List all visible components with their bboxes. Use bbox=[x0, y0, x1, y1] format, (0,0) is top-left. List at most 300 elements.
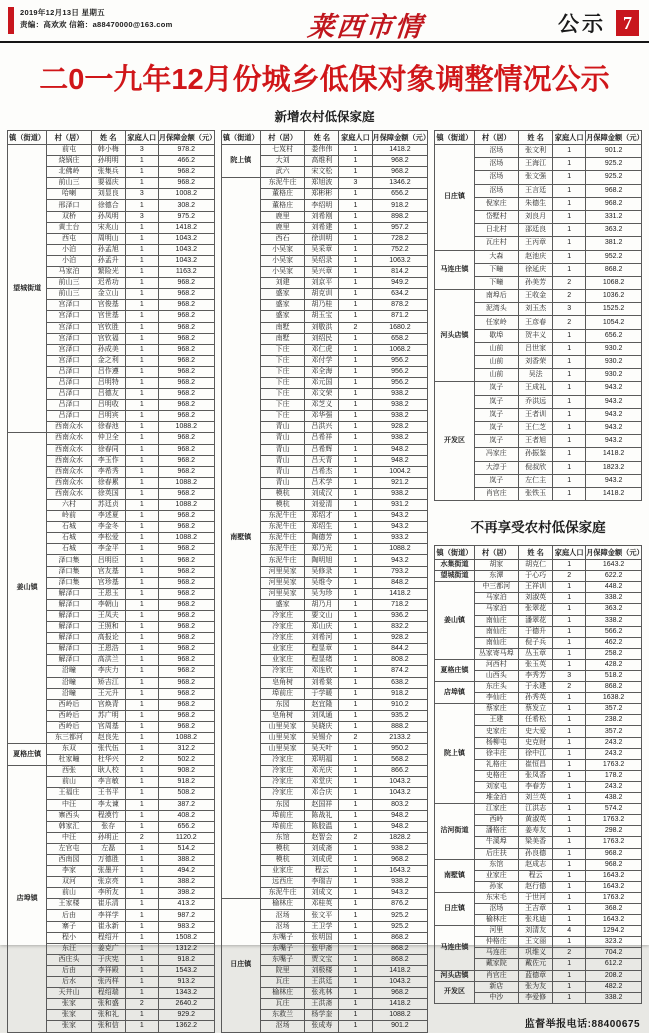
column-header: 村（居） bbox=[47, 131, 91, 145]
village-cell: 宫泽口 bbox=[47, 344, 91, 355]
town-cell: 水集街道 bbox=[435, 560, 474, 571]
amount-cell: 949.2 bbox=[372, 278, 428, 289]
village-cell: 王福庄 bbox=[47, 788, 91, 799]
name-cell: 李金冬 bbox=[91, 522, 125, 533]
amount-cell: 1088.2 bbox=[372, 1010, 428, 1021]
name-cell: 张京亮 bbox=[91, 877, 125, 888]
amount-cell: 622.2 bbox=[586, 571, 642, 582]
amount-cell: 568.2 bbox=[372, 755, 428, 766]
village-cell: 东园 bbox=[260, 699, 304, 710]
name-cell: 蓝德章 bbox=[519, 970, 553, 981]
amount-cell: 808.2 bbox=[372, 655, 428, 666]
pop-cell: 1 bbox=[125, 943, 158, 954]
amount-cell: 968.2 bbox=[158, 710, 214, 721]
pop-cell: 1 bbox=[125, 866, 158, 877]
town-cell: 店埠镇 bbox=[8, 766, 47, 1032]
name-cell: 程漠竹 bbox=[91, 810, 125, 821]
amount-cell: 968.2 bbox=[158, 488, 214, 499]
village-cell: 寨西头 bbox=[47, 810, 91, 821]
pop-cell: 1 bbox=[339, 866, 372, 877]
name-cell: 李祥殿 bbox=[91, 965, 125, 976]
pop-cell: 2 bbox=[553, 571, 586, 582]
amount-cell: 876.2 bbox=[372, 899, 428, 910]
name-cell: 刘爱清 bbox=[305, 500, 339, 511]
amount-cell: 178.2 bbox=[586, 770, 642, 781]
pop-cell: 1 bbox=[553, 395, 586, 408]
amount-cell: 968.2 bbox=[158, 377, 214, 388]
village-cell: 皂角树 bbox=[260, 710, 304, 721]
village-cell: 宫泽口 bbox=[47, 322, 91, 333]
table-header-row bbox=[435, 546, 642, 560]
pop-cell: 1 bbox=[125, 444, 158, 455]
pop-cell: 1 bbox=[125, 1010, 158, 1021]
pop-cell: 1 bbox=[125, 888, 158, 899]
village-cell: 南墅 bbox=[260, 322, 304, 333]
name-cell: 繁险光 bbox=[91, 267, 125, 278]
amount-cell: 312.2 bbox=[158, 744, 214, 755]
pop-cell: 1 bbox=[339, 932, 372, 943]
amount-cell: 918.2 bbox=[372, 200, 428, 211]
village-cell: 董格庄 bbox=[260, 200, 304, 211]
pop-cell: 1 bbox=[339, 366, 372, 377]
amount-cell: 943.2 bbox=[586, 382, 642, 395]
amount-cell: 1088.2 bbox=[158, 732, 214, 743]
date-line: 2019年12月13日 星期五 bbox=[20, 8, 105, 17]
pop-cell: 1 bbox=[125, 721, 158, 732]
pop-cell: 1 bbox=[125, 688, 158, 699]
village-cell: 岭前 bbox=[47, 511, 91, 522]
name-cell: 吕洪兴 bbox=[305, 422, 339, 433]
town-cell: 日庄镇 bbox=[435, 145, 474, 251]
name-cell: 李松爱 bbox=[91, 533, 125, 544]
pop-cell: 1 bbox=[339, 211, 372, 222]
village-cell: 冷家庄 bbox=[260, 666, 304, 677]
name-cell: 李爱修 bbox=[519, 992, 553, 1003]
table-row bbox=[8, 744, 215, 755]
name-cell: 于学暖 bbox=[305, 688, 339, 699]
name-cell: 吕明收 bbox=[91, 400, 125, 411]
village-cell: 大刘 bbox=[260, 156, 304, 167]
amount-cell: 518.2 bbox=[586, 671, 642, 682]
village-cell: 山里吴家 bbox=[260, 732, 304, 743]
village-cell: 七岌村 bbox=[260, 145, 304, 156]
pop-cell: 1 bbox=[125, 644, 158, 655]
name-cell: 吴法 bbox=[519, 369, 553, 382]
name-cell: 倪叔欣 bbox=[519, 461, 553, 474]
name-cell: 邵廷良 bbox=[519, 224, 553, 237]
village-cell: 岚子 bbox=[474, 421, 518, 434]
name-cell: 张铁玉 bbox=[519, 487, 553, 500]
amount-cell: 1004.2 bbox=[372, 466, 428, 477]
pop-cell: 1 bbox=[125, 389, 158, 400]
amount-cell: 968.2 bbox=[158, 455, 214, 466]
amount-cell: 2133.2 bbox=[372, 732, 428, 743]
pop-cell: 1 bbox=[339, 233, 372, 244]
name-cell: 郑绍生 bbox=[305, 522, 339, 533]
amount-cell: 848.2 bbox=[372, 577, 428, 588]
amount-cell: 1643.2 bbox=[586, 560, 642, 571]
village-cell: 宫泽口 bbox=[47, 300, 91, 311]
amount-cell: 910.2 bbox=[372, 699, 428, 710]
column-header: 月保障金额（元） bbox=[586, 131, 642, 145]
amount-cell: 638.2 bbox=[372, 677, 428, 688]
name-cell: 耿人校 bbox=[91, 766, 125, 777]
village-cell: 日北村 bbox=[474, 224, 518, 237]
pop-cell: 1 bbox=[339, 500, 372, 511]
amount-cell: 1036.2 bbox=[586, 290, 642, 303]
new-rural-table-3 bbox=[434, 130, 642, 501]
amount-cell: 1418.2 bbox=[586, 487, 642, 500]
village-cell: 岚子 bbox=[474, 382, 518, 395]
village-cell: 下庄 bbox=[260, 344, 304, 355]
town-cell: 日庄镇 bbox=[221, 899, 260, 1032]
amount-cell: 1418.2 bbox=[372, 145, 428, 156]
village-cell: 大淳于 bbox=[474, 461, 518, 474]
name-cell: 赵智会 bbox=[305, 832, 339, 843]
amount-cell: 243.2 bbox=[586, 781, 642, 792]
amount-cell: 956.2 bbox=[372, 355, 428, 366]
name-cell: 邓华强 bbox=[305, 411, 339, 422]
name-cell: 王卫学 bbox=[305, 921, 339, 932]
pop-cell: 3 bbox=[339, 178, 372, 189]
amount-cell: 514.2 bbox=[158, 843, 214, 854]
name-cell: 崔恒昌 bbox=[519, 759, 553, 770]
village-cell: 冷家庄 bbox=[260, 633, 304, 644]
table-row bbox=[8, 433, 215, 444]
village-cell: 马家泊 bbox=[474, 604, 518, 615]
paper-logo: 莱西市情 bbox=[305, 12, 425, 42]
name-cell: 崔永新 bbox=[91, 921, 125, 932]
amount-cell: 363.2 bbox=[586, 224, 642, 237]
name-cell: 张兆迪 bbox=[519, 915, 553, 926]
column-header: 姓 名 bbox=[305, 131, 339, 145]
pop-cell: 1 bbox=[553, 959, 586, 970]
amount-cell: 936.2 bbox=[372, 610, 428, 621]
name-cell: 孙孟旭 bbox=[91, 244, 125, 255]
amount-cell: 943.2 bbox=[372, 888, 428, 899]
pop-cell: 1 bbox=[339, 899, 372, 910]
amount-cell: 704.2 bbox=[586, 948, 642, 959]
amount-cell: 238.2 bbox=[586, 715, 642, 726]
name-cell: 于德升 bbox=[519, 626, 553, 637]
name-cell: 邓合庆 bbox=[305, 788, 339, 799]
village-cell: 冷家庄 bbox=[260, 755, 304, 766]
name-cell: 张存 bbox=[91, 821, 125, 832]
amount-cell: 298.2 bbox=[586, 826, 642, 837]
village-cell: 马家泊 bbox=[47, 267, 91, 278]
name-cell: 李述夏 bbox=[91, 511, 125, 522]
village-cell: 刘家屯 bbox=[474, 781, 518, 792]
village-cell: 解泽口 bbox=[47, 610, 91, 621]
village-cell: 东馆 bbox=[260, 832, 304, 843]
amount-cell: 935.2 bbox=[372, 710, 428, 721]
village-cell: 宫泽口 bbox=[47, 311, 91, 322]
village-cell: 双桥 bbox=[47, 211, 91, 222]
name-cell: 蔡发立 bbox=[519, 704, 553, 715]
table-row bbox=[435, 804, 642, 815]
amount-cell: 943.2 bbox=[586, 421, 642, 434]
name-cell: 郑山庆 bbox=[305, 622, 339, 633]
village-cell: 礼格庄 bbox=[474, 759, 518, 770]
name-cell: 陈战礼 bbox=[305, 810, 339, 821]
village-cell: 解泽口 bbox=[47, 599, 91, 610]
amount-cell: 933.2 bbox=[372, 533, 428, 544]
name-cell: 姜克广 bbox=[91, 943, 125, 954]
amount-cell: 987.2 bbox=[158, 910, 214, 921]
town-cell: 河头店镇 bbox=[435, 970, 474, 981]
page-title: 二0一九年12月份城乡低保对象调整情况公示 bbox=[39, 64, 610, 96]
amount-cell: 1543.2 bbox=[158, 965, 214, 976]
village-cell: 东嘴子 bbox=[260, 954, 304, 965]
pop-cell: 1 bbox=[339, 855, 372, 866]
village-cell: 前屯 bbox=[47, 145, 91, 156]
amount-cell: 938.2 bbox=[372, 488, 428, 499]
name-cell: 吕作遵 bbox=[91, 366, 125, 377]
village-cell: 后由 bbox=[47, 910, 91, 921]
name-cell: 孙凤明 bbox=[91, 211, 125, 222]
table-row bbox=[435, 892, 642, 903]
pop-cell: 1 bbox=[553, 892, 586, 903]
village-cell: 刘建 bbox=[260, 278, 304, 289]
pop-cell: 1 bbox=[125, 178, 158, 189]
village-cell: 董格庄 bbox=[260, 189, 304, 200]
pop-cell: 2 bbox=[339, 322, 372, 333]
village-cell: 西南众水 bbox=[47, 455, 91, 466]
pop-cell: 1 bbox=[125, 965, 158, 976]
village-cell: 东嘴子 bbox=[260, 943, 304, 954]
name-cell: 要文山 bbox=[305, 610, 339, 621]
name-cell: 郑绍才 bbox=[305, 511, 339, 522]
name-cell: 邓全海 bbox=[305, 366, 339, 377]
village-cell: 西南众水 bbox=[47, 477, 91, 488]
village-cell: 河里 bbox=[474, 926, 518, 937]
name-cell: 张文利 bbox=[519, 145, 553, 158]
name-cell: 刘希建 bbox=[305, 222, 339, 233]
village-cell: 青山 bbox=[260, 466, 304, 477]
pop-cell: 1 bbox=[553, 881, 586, 892]
pop-cell: 1 bbox=[553, 648, 586, 659]
name-cell: 宫钦福 bbox=[91, 333, 125, 344]
pop-cell: 1 bbox=[125, 433, 158, 444]
amount-cell: 814.2 bbox=[372, 267, 428, 278]
name-cell: 邓堂庆 bbox=[305, 777, 339, 788]
name-cell: 邓桂英 bbox=[305, 899, 339, 910]
amount-cell: 918.2 bbox=[158, 954, 214, 965]
pop-cell: 1 bbox=[553, 210, 586, 223]
amount-cell: 968.2 bbox=[158, 555, 214, 566]
pop-cell: 1 bbox=[553, 781, 586, 792]
name-cell: 金立山 bbox=[91, 289, 125, 300]
village-cell: 榆林庄 bbox=[474, 915, 518, 926]
amount-cell: 1043.2 bbox=[158, 233, 214, 244]
name-cell: 王祥训 bbox=[519, 582, 553, 593]
village-cell: 宫泽口 bbox=[47, 333, 91, 344]
pop-cell: 1 bbox=[553, 726, 586, 737]
village-cell: 沤场 bbox=[260, 921, 304, 932]
pop-cell: 1 bbox=[339, 721, 372, 732]
village-cell: 河西村 bbox=[474, 659, 518, 670]
town-cell: 夏格庄镇 bbox=[435, 659, 474, 681]
amount-cell: 398.2 bbox=[158, 888, 214, 899]
pop-cell: 3 bbox=[125, 145, 158, 156]
amount-cell: 930.2 bbox=[586, 342, 642, 355]
amount-cell: 494.2 bbox=[158, 866, 214, 877]
village-cell: 模杭 bbox=[260, 500, 304, 511]
table-row bbox=[435, 560, 642, 571]
village-cell: 肖官庄 bbox=[474, 487, 518, 500]
town-cell: 夏格庄镇 bbox=[8, 744, 47, 766]
village-cell: 冷家庄 bbox=[260, 766, 304, 777]
name-cell: 苏廷贞 bbox=[91, 500, 125, 511]
name-cell: 程绍瑞 bbox=[91, 988, 125, 999]
amount-cell: 938.2 bbox=[372, 411, 428, 422]
pop-cell: 1 bbox=[125, 699, 158, 710]
column-header: 家庭人口 bbox=[125, 131, 158, 145]
pop-cell: 1 bbox=[125, 655, 158, 666]
section2-title: 不再享受农村低保家庭 bbox=[470, 520, 606, 536]
name-cell: 孙振鉴 bbox=[519, 448, 553, 461]
name-cell: 梁美香 bbox=[519, 837, 553, 848]
pop-cell: 1 bbox=[553, 859, 586, 870]
name-cell: 史克财 bbox=[519, 737, 553, 748]
village-cell: 冷家庄 bbox=[260, 610, 304, 621]
amount-cell: 1525.2 bbox=[586, 303, 642, 316]
pop-cell: 1 bbox=[553, 615, 586, 626]
pop-cell: 1 bbox=[339, 699, 372, 710]
pop-cell: 1 bbox=[339, 755, 372, 766]
pop-cell: 1 bbox=[125, 566, 158, 577]
village-cell: 沤场 bbox=[260, 910, 304, 921]
name-cell: 王凤夫 bbox=[91, 610, 125, 621]
amount-cell: 1418.2 bbox=[372, 999, 428, 1010]
name-cell: 刘凤通 bbox=[305, 710, 339, 721]
pop-cell: 1 bbox=[553, 158, 586, 171]
village-cell: 沤场 bbox=[474, 158, 518, 171]
village-cell: 歇埠 bbox=[474, 329, 518, 342]
amount-cell: 1054.2 bbox=[586, 316, 642, 329]
village-cell: 冷家庄 bbox=[260, 622, 304, 633]
amount-cell: 968.2 bbox=[158, 677, 214, 688]
name-cell: 孙明正 bbox=[91, 832, 125, 843]
amount-cell: 1638.2 bbox=[586, 693, 642, 704]
amount-cell: 968.2 bbox=[158, 322, 214, 333]
pop-cell: 1 bbox=[125, 300, 158, 311]
village-cell: 业家庄 bbox=[260, 866, 304, 877]
village-cell: 青山 bbox=[260, 433, 304, 444]
village-cell: 皂角树 bbox=[260, 677, 304, 688]
pop-cell: 1 bbox=[339, 1010, 372, 1021]
amount-cell: 1088.2 bbox=[158, 477, 214, 488]
village-cell: 下庄 bbox=[260, 400, 304, 411]
amount-cell: 957.2 bbox=[372, 222, 428, 233]
amount-cell: 983.2 bbox=[158, 921, 214, 932]
pop-cell: 1 bbox=[553, 937, 586, 948]
amount-cell: 938.2 bbox=[372, 433, 428, 444]
village-cell: 西庄头 bbox=[47, 954, 91, 965]
pop-cell: 1 bbox=[339, 189, 372, 200]
amount-cell: 908.2 bbox=[158, 766, 214, 777]
pop-cell: 1 bbox=[339, 977, 372, 988]
amount-cell: 929.2 bbox=[158, 1010, 214, 1021]
pop-cell: 1 bbox=[125, 333, 158, 344]
name-cell: 郑旭波 bbox=[305, 178, 339, 189]
name-cell: 于永建 bbox=[519, 682, 553, 693]
amount-cell: 357.2 bbox=[586, 704, 642, 715]
pop-cell: 1 bbox=[553, 593, 586, 604]
amount-cell: 752.2 bbox=[372, 244, 428, 255]
pop-cell: 1 bbox=[125, 455, 158, 466]
name-cell: 吕希杰 bbox=[305, 466, 339, 477]
village-cell: 盛家 bbox=[260, 289, 304, 300]
name-cell: 江洪志 bbox=[519, 804, 553, 815]
amount-cell: 1163.2 bbox=[158, 267, 214, 278]
pop-cell: 1 bbox=[553, 263, 586, 276]
name-cell: 陶明旭 bbox=[305, 555, 339, 566]
village-cell: 马家泊 bbox=[474, 593, 518, 604]
amount-cell: 1643.2 bbox=[372, 866, 428, 877]
amount-cell: 1088.2 bbox=[158, 422, 214, 433]
pop-cell: 1 bbox=[553, 992, 586, 1003]
column-header: 月保障金额（元） bbox=[158, 131, 214, 145]
name-cell: 吴为珍 bbox=[305, 588, 339, 599]
village-cell: 南墅 bbox=[260, 333, 304, 344]
amount-cell: 1068.2 bbox=[586, 276, 642, 289]
pop-cell: 1 bbox=[553, 461, 586, 474]
amount-cell: 938.2 bbox=[372, 843, 428, 854]
village-cell: 牛溪埠 bbox=[474, 837, 518, 848]
amount-cell: 968.2 bbox=[158, 444, 214, 455]
pop-cell: 1 bbox=[125, 533, 158, 544]
village-cell: 泥湾头 bbox=[474, 303, 518, 316]
name-cell: 邓元国 bbox=[305, 377, 339, 388]
village-cell: 双河 bbox=[47, 877, 91, 888]
amount-cell: 208.2 bbox=[586, 970, 642, 981]
pop-cell: 1 bbox=[339, 810, 372, 821]
village-cell: 杨柳屯 bbox=[474, 737, 518, 748]
name-cell: 赵成志 bbox=[519, 859, 553, 870]
amount-cell: 938.2 bbox=[372, 400, 428, 411]
village-cell: 院里 bbox=[260, 965, 304, 976]
village-cell: 南仙庄 bbox=[474, 615, 518, 626]
name-cell: 宋文松 bbox=[305, 167, 339, 178]
amount-cell: 975.2 bbox=[158, 211, 214, 222]
pop-cell: 1 bbox=[339, 744, 372, 755]
village-cell: 潘格庄 bbox=[474, 826, 518, 837]
village-cell: 杜家疃 bbox=[47, 755, 91, 766]
pop-cell: 3 bbox=[553, 303, 586, 316]
name-cell: 孙孟升 bbox=[91, 255, 125, 266]
name-cell: 徐延庆 bbox=[519, 263, 553, 276]
village-cell: 前山三 bbox=[47, 289, 91, 300]
pop-cell: 1 bbox=[553, 474, 586, 487]
village-cell: 解泽口 bbox=[47, 622, 91, 633]
pop-cell: 1 bbox=[339, 677, 372, 688]
amount-cell: 968.2 bbox=[158, 566, 214, 577]
pop-cell: 1 bbox=[125, 167, 158, 178]
name-cell: 王仁芝 bbox=[519, 421, 553, 434]
column-header: 村（居） bbox=[474, 131, 518, 145]
village-cell: 埠前庄 bbox=[260, 688, 304, 699]
pop-cell: 1 bbox=[339, 821, 372, 832]
amount-cell: 1763.2 bbox=[586, 815, 642, 826]
pop-cell: 1 bbox=[125, 500, 158, 511]
name-cell: 刘绍民 bbox=[305, 333, 339, 344]
pop-cell: 1 bbox=[125, 311, 158, 322]
amount-cell: 1823.2 bbox=[586, 461, 642, 474]
village-cell: 寨子 bbox=[47, 921, 91, 932]
amount-cell: 1508.2 bbox=[158, 932, 214, 943]
table-row bbox=[221, 145, 428, 156]
